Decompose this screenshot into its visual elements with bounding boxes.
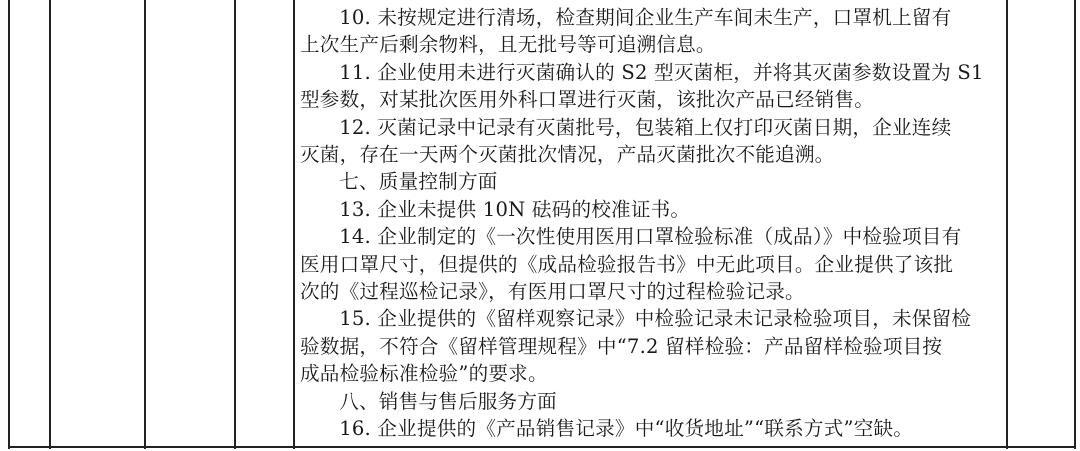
column-divider-1 (49, 0, 51, 449)
finding-11-line-1: 11. 企业使用未进行灭菌确认的 S2 型灭菌柜，并将其灭菌参数设置为 S1 (339, 60, 984, 84)
column-divider-5 (1006, 0, 1008, 449)
section-heading-sales-service: 八、销售与售后服务方面 (339, 389, 557, 413)
table-border-left (8, 0, 10, 449)
findings-cell (300, 4, 1004, 443)
column-divider-3 (234, 0, 236, 449)
finding-10-line-1: 10. 未按规定进行清场，检查期间企业生产车间未生产，口罩机上留有 (339, 6, 952, 29)
finding-13-line-1: 13. 企业未提供 10N 砝码的校准证书。 (339, 197, 691, 221)
finding-16-line-1: 16. 企业提供的《产品销售记录》中“收货地址”“联系方式”空缺。 (339, 417, 914, 441)
table-bottom-border (8, 446, 1076, 448)
section-heading-quality-control: 七、质量控制方面 (339, 170, 498, 194)
finding-14-line-3: 次的《过程巡检记录》，有医用口罩尺寸的过程检验记录。 (300, 280, 805, 304)
finding-15-line-1: 15. 企业提供的《留样观察记录》中检验记录未记录检验项目，未保留检 (339, 307, 972, 331)
finding-15-line-3: 成品检验标准检验”的要求。 (300, 362, 548, 386)
finding-12-line-2: 灭菌，存在一天两个灭菌批次情况，产品灭菌批次不能追溯。 (300, 143, 835, 167)
finding-14-line-2: 医用口罩尺寸，但提供的《成品检验报告书》中无此项目。企业提供了该批 (300, 252, 954, 276)
finding-15-line-2: 验数据，不符合《留样管理规程》中“7.2 留样检验：产品留样检验项目按 (300, 334, 943, 358)
finding-10-line-2: 上次生产后剩余物料，且无批号等可追溯信息。 (300, 33, 716, 57)
finding-11-line-2: 型参数，对某批次医用外科口罩进行灭菌，该批次产品已经销售。 (300, 88, 875, 112)
finding-12-line-1: 12. 灭菌记录中记录有灭菌批号，包装箱上仅打印灭菌日期，企业连续 (339, 115, 952, 139)
finding-14-line-1: 14. 企业制定的《一次性使用医用口罩检验标准（成品）》中检验项目有 (339, 225, 962, 249)
table-border-right (1074, 0, 1076, 449)
column-divider-4 (293, 0, 295, 449)
column-divider-2 (144, 0, 146, 449)
